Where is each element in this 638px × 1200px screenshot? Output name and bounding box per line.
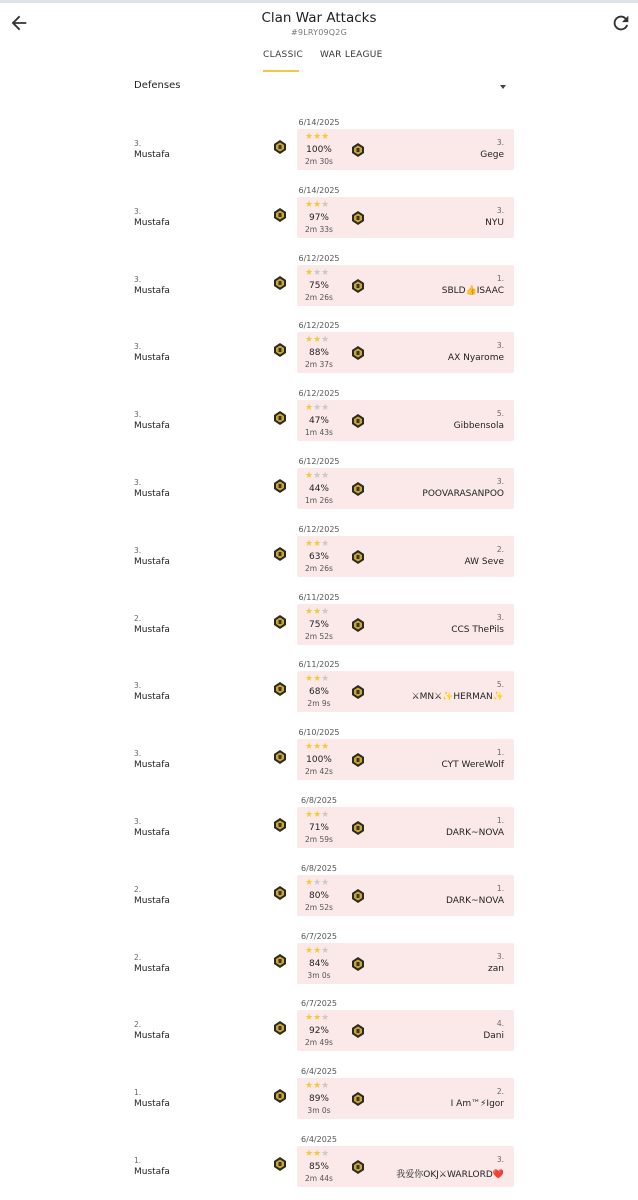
attacker-position: 3. (134, 342, 142, 352)
star-icon: ★ (313, 1149, 322, 1159)
defender-townhall (350, 752, 366, 768)
star-icon: ★ (305, 403, 314, 414)
defender-name: Gege (480, 150, 504, 160)
attacker-name: Mustafa (134, 421, 170, 432)
attacker-position: 3. (134, 206, 142, 216)
defender-position: 3. (496, 612, 504, 622)
attacker-townhall (272, 1088, 288, 1104)
star-icon: ★ (305, 538, 314, 549)
attack-date: 6/12/2025 (298, 253, 340, 263)
attacker-name: Mustafa (134, 217, 170, 228)
star-icon: ★ (321, 877, 330, 888)
star-icon: ★ (313, 674, 322, 685)
defender-position: 3. (496, 951, 504, 961)
attack-date: 6/8/2025 (301, 863, 337, 873)
attack-date: 6/14/2025 (298, 118, 340, 127)
attack-date: 6/8/2025 (301, 796, 337, 805)
stars-rating (305, 471, 329, 481)
stars-rating (305, 335, 329, 345)
townhall-icon (350, 888, 366, 904)
star-icon: ★ (305, 1149, 314, 1159)
star-icon: ★ (313, 742, 322, 753)
defender-position: 1. (496, 816, 504, 825)
attacker-name: Mustafa (134, 489, 170, 499)
defender-name: DARK~NOVA (445, 828, 504, 838)
defense-result-card (297, 332, 514, 373)
stars-rating (305, 1149, 329, 1159)
defense-result-card (297, 1146, 514, 1187)
defense-result-card (297, 1078, 514, 1119)
defense-result-card (297, 739, 514, 780)
attacker-name: Mustafa (134, 353, 170, 364)
star-icon: ★ (313, 471, 322, 481)
star-icon: ★ (305, 877, 314, 888)
attacker-name: Mustafa (134, 556, 170, 567)
stars-rating (305, 1013, 329, 1023)
defender-name: AX Nyarome (447, 353, 504, 364)
attacker-townhall (272, 342, 288, 358)
attack-row[interactable] (0, 321, 638, 381)
defender-position: 3. (496, 477, 504, 486)
attack-row[interactable] (0, 593, 638, 653)
attack-row[interactable] (0, 1135, 638, 1195)
tab-war-league[interactable]: WAR LEAGUE (320, 50, 383, 60)
attack-row[interactable] (0, 728, 638, 788)
attacker-position: 3. (134, 478, 142, 487)
townhall-icon (350, 413, 366, 429)
attack-date: 6/12/2025 (298, 457, 340, 466)
destruction-percent: 68% (308, 687, 329, 698)
defender-name: AW Seve (464, 556, 504, 567)
attacker-name: Mustafa (134, 692, 170, 703)
attack-duration: 1m 43s (305, 428, 333, 438)
attacker-townhall (272, 139, 288, 155)
defender-townhall (350, 617, 366, 633)
attacker-townhall (272, 817, 288, 833)
attack-row[interactable] (0, 660, 638, 720)
attacker-townhall (272, 1156, 288, 1172)
defender-name: SBLD👍ISAAC (441, 285, 504, 296)
star-icon: ★ (313, 877, 322, 888)
star-icon: ★ (305, 267, 314, 278)
defense-result-card (297, 536, 514, 577)
attack-row[interactable] (0, 999, 638, 1059)
defender-name: 我爱你OKJ⚔WARLORD❤️ (396, 1170, 504, 1180)
attack-duration: 2m 49s (305, 1038, 333, 1048)
stars-rating (305, 403, 329, 413)
star-icon: ★ (313, 606, 322, 617)
attack-duration: 2m 37s (305, 360, 333, 370)
star-icon: ★ (305, 132, 314, 142)
stars-rating (305, 878, 329, 888)
attacker-townhall (272, 410, 288, 426)
defender-position: 3. (496, 205, 504, 215)
attack-date: 6/11/2025 (298, 592, 340, 602)
clan-tag: #9LRY09Q2G (291, 28, 347, 37)
star-icon: ★ (305, 335, 314, 346)
attack-row[interactable] (0, 457, 638, 517)
attack-date: 6/14/2025 (298, 185, 340, 195)
star-icon: ★ (305, 471, 314, 481)
destruction-percent: 100% (306, 145, 332, 155)
attacker-townhall (272, 614, 288, 630)
townhall-icon (272, 410, 288, 426)
star-icon: ★ (313, 1013, 322, 1024)
attacker-name: Mustafa (134, 760, 170, 771)
star-icon: ★ (305, 1013, 314, 1024)
star-icon: ★ (313, 335, 322, 346)
star-icon: ★ (305, 1081, 314, 1092)
defender-name: ⚔MN⚔✨HERMAN✨ (411, 692, 504, 703)
defender-townhall (350, 481, 366, 497)
star-icon: ★ (313, 199, 322, 210)
defense-result-card (297, 197, 514, 238)
stars-rating (305, 539, 329, 549)
townhall-icon (350, 617, 366, 633)
townhall-icon (350, 1023, 366, 1039)
star-icon: ★ (305, 810, 314, 820)
defender-townhall (350, 888, 366, 904)
attack-duration: 3m 0s (307, 970, 331, 980)
attacker-name: Mustafa (134, 828, 170, 838)
star-icon: ★ (321, 674, 330, 685)
attacker-name: Mustafa (134, 963, 170, 974)
attack-row[interactable] (0, 254, 638, 314)
attack-duration: 2m 33s (305, 224, 333, 234)
defender-townhall (350, 956, 366, 972)
star-icon: ★ (313, 403, 322, 414)
defender-position: 3. (496, 341, 504, 351)
destruction-percent: 80% (308, 890, 329, 901)
attacker-name: Mustafa (134, 1031, 170, 1042)
defender-townhall (350, 549, 366, 565)
destruction-percent: 84% (308, 958, 329, 969)
townhall-icon (350, 345, 366, 361)
defense-result-card (297, 943, 514, 984)
destruction-percent: 89% (308, 1094, 329, 1105)
star-icon: ★ (321, 335, 330, 346)
attack-duration: 2m 42s (305, 767, 333, 777)
star-icon: ★ (313, 810, 322, 820)
star-icon: ★ (313, 945, 322, 956)
attack-date: 6/12/2025 (298, 321, 340, 331)
townhall-icon (272, 478, 288, 494)
defender-position: 3. (496, 1155, 504, 1164)
attack-row[interactable] (0, 864, 638, 924)
attacker-position: 3. (134, 274, 142, 284)
attacker-position: 2. (134, 884, 142, 894)
townhall-icon (272, 953, 288, 969)
star-icon: ★ (313, 267, 322, 278)
destruction-percent: 75% (308, 619, 329, 630)
townhall-icon (272, 207, 288, 223)
defender-position: 2. (496, 1087, 504, 1097)
star-icon: ★ (313, 1081, 322, 1092)
attacker-townhall (272, 207, 288, 223)
townhall-icon (272, 546, 288, 562)
stars-rating (305, 268, 329, 278)
defender-townhall (350, 278, 366, 294)
attacker-position: 1. (134, 1088, 142, 1098)
defender-position: 1. (496, 883, 504, 893)
defender-name: POOVARASANPOO (422, 489, 504, 499)
destruction-percent: 71% (308, 823, 329, 833)
destruction-percent: 44% (308, 484, 329, 494)
star-icon: ★ (313, 132, 322, 142)
attacker-position: 3. (134, 749, 142, 759)
attack-duration: 2m 30s (305, 157, 333, 166)
defender-name: DARK~NOVA (445, 895, 504, 906)
star-icon: ★ (321, 810, 330, 820)
attack-date: 6/11/2025 (298, 660, 340, 670)
attacker-position: 3. (134, 817, 142, 826)
destruction-percent: 75% (308, 280, 329, 291)
defender-name: CYT WereWolf (441, 760, 504, 771)
destruction-percent: 85% (308, 1162, 329, 1172)
attacker-townhall (272, 681, 288, 697)
attacker-name: Mustafa (134, 1099, 170, 1110)
dropdown-selected-value: Defenses (134, 80, 181, 91)
defender-townhall (350, 820, 366, 836)
star-icon: ★ (321, 199, 330, 210)
attack-date: 6/4/2025 (301, 1135, 337, 1144)
defender-name: zan (488, 963, 504, 974)
defender-position: 5. (496, 409, 504, 419)
attacker-townhall (272, 275, 288, 291)
star-icon: ★ (305, 742, 314, 753)
attack-duration: 2m 9s (307, 699, 331, 709)
stars-rating (305, 200, 329, 210)
townhall-icon (272, 1088, 288, 1104)
attacker-position: 2. (134, 952, 142, 962)
attack-duration: 2m 26s (305, 292, 333, 302)
townhall-icon (350, 278, 366, 294)
attacker-name: Mustafa (134, 150, 170, 160)
star-icon: ★ (321, 471, 330, 481)
star-icon: ★ (321, 742, 330, 753)
star-icon: ★ (305, 945, 314, 956)
townhall-icon (272, 681, 288, 697)
destruction-percent: 97% (308, 212, 329, 223)
defender-townhall (350, 684, 366, 700)
defender-position: 5. (496, 680, 504, 690)
attacker-position: 3. (134, 545, 142, 555)
defense-result-card (297, 604, 514, 645)
attacker-name: Mustafa (134, 1167, 170, 1177)
attack-row[interactable] (0, 932, 638, 992)
tab-classic[interactable]: CLASSIC (263, 50, 304, 60)
attack-duration: 3m 0s (307, 1106, 331, 1116)
page-title: Clan War Attacks (261, 10, 377, 26)
townhall-icon (272, 275, 288, 291)
townhall-icon (272, 1156, 288, 1172)
defender-townhall (350, 1091, 366, 1107)
star-icon: ★ (321, 538, 330, 549)
star-icon: ★ (321, 403, 330, 414)
defender-townhall (350, 142, 366, 158)
townhall-icon (350, 684, 366, 700)
defender-name: Gibbensola (453, 421, 504, 432)
attack-duration: 2m 52s (305, 902, 333, 912)
defense-result-card (297, 1010, 514, 1051)
attack-date: 6/12/2025 (298, 524, 340, 534)
star-icon: ★ (321, 1013, 330, 1024)
attack-row[interactable] (0, 796, 638, 856)
attack-date: 6/12/2025 (298, 389, 340, 399)
stars-rating (305, 674, 329, 684)
townhall-icon (350, 820, 366, 836)
townhall-icon (272, 749, 288, 765)
defense-result-card (297, 468, 514, 509)
attack-duration: 2m 26s (305, 563, 333, 573)
attack-date: 6/7/2025 (301, 931, 337, 941)
star-icon: ★ (321, 945, 330, 956)
star-icon: ★ (305, 199, 314, 210)
destruction-percent: 47% (308, 416, 329, 427)
stars-rating (305, 1081, 329, 1091)
attacker-townhall (272, 478, 288, 494)
defender-name: NYU (485, 217, 504, 228)
townhall-icon (350, 549, 366, 565)
attack-duration: 2m 59s (305, 835, 333, 844)
defender-townhall (350, 1159, 366, 1175)
townhall-icon (350, 956, 366, 972)
star-icon: ★ (305, 606, 314, 617)
defender-name: CCS ThePils (451, 624, 504, 635)
defender-name: Dani (483, 1031, 504, 1042)
attack-date: 6/7/2025 (301, 999, 337, 1009)
attack-row[interactable] (0, 118, 638, 178)
attacker-townhall (272, 749, 288, 765)
star-icon: ★ (305, 674, 314, 685)
attacker-position: 2. (134, 1020, 142, 1030)
townhall-icon (272, 139, 288, 155)
townhall-icon (350, 752, 366, 768)
star-icon: ★ (313, 538, 322, 549)
defender-name: I Am™⚡Igor (450, 1099, 504, 1110)
attacker-position: 1. (134, 1156, 142, 1165)
attack-row[interactable] (0, 389, 638, 449)
defender-townhall (350, 1023, 366, 1039)
townhall-icon (272, 1020, 288, 1036)
defense-result-card (297, 671, 514, 712)
defense-result-card (297, 875, 514, 916)
defender-position: 3. (496, 138, 504, 147)
destruction-percent: 63% (308, 551, 329, 562)
defender-position: 1. (496, 748, 504, 758)
star-icon: ★ (321, 1081, 330, 1092)
destruction-percent: 88% (308, 348, 329, 359)
attacker-position: 3. (134, 139, 142, 148)
attack-duration: 2m 44s (305, 1174, 333, 1183)
stars-rating (305, 132, 329, 142)
townhall-icon (350, 1091, 366, 1107)
defender-townhall (350, 210, 366, 226)
defense-result-card (297, 807, 514, 848)
defender-position: 4. (496, 1019, 504, 1029)
defense-result-card (297, 265, 514, 306)
attack-row[interactable] (0, 525, 638, 585)
attacker-townhall (272, 953, 288, 969)
townhall-icon (272, 817, 288, 833)
destruction-percent: 92% (308, 1026, 329, 1037)
attack-row[interactable] (0, 1067, 638, 1127)
stars-rating (305, 810, 329, 820)
star-icon: ★ (321, 606, 330, 617)
attack-duration: 1m 26s (305, 496, 333, 505)
attacker-position: 2. (134, 613, 142, 623)
townhall-icon (350, 1159, 366, 1175)
defender-position: 1. (496, 273, 504, 283)
townhall-icon (350, 210, 366, 226)
townhall-icon (272, 614, 288, 630)
star-icon: ★ (321, 267, 330, 278)
attacker-name: Mustafa (134, 624, 170, 635)
stars-rating (305, 946, 329, 956)
attack-date: 6/10/2025 (298, 728, 340, 738)
defender-position: 2. (496, 544, 504, 554)
townhall-icon (350, 481, 366, 497)
attacker-townhall (272, 546, 288, 562)
attack-row[interactable] (0, 186, 638, 246)
stars-rating (305, 742, 329, 752)
attack-duration: 2m 52s (305, 631, 333, 641)
attacker-name: Mustafa (134, 285, 170, 296)
attacker-position: 3. (134, 410, 142, 420)
attacker-position: 3. (134, 681, 142, 691)
star-icon: ★ (321, 132, 330, 142)
defense-result-card (297, 129, 514, 170)
attacker-townhall (272, 885, 288, 901)
townhall-icon (272, 885, 288, 901)
destruction-percent: 100% (306, 755, 332, 766)
attacker-name: Mustafa (134, 895, 170, 906)
townhall-icon (272, 342, 288, 358)
attacker-townhall (272, 1020, 288, 1036)
attack-date: 6/4/2025 (301, 1067, 337, 1077)
townhall-icon (350, 142, 366, 158)
stars-rating (305, 607, 329, 617)
defense-result-card (297, 400, 514, 441)
star-icon: ★ (321, 1149, 330, 1159)
defender-townhall (350, 345, 366, 361)
defender-townhall (350, 413, 366, 429)
